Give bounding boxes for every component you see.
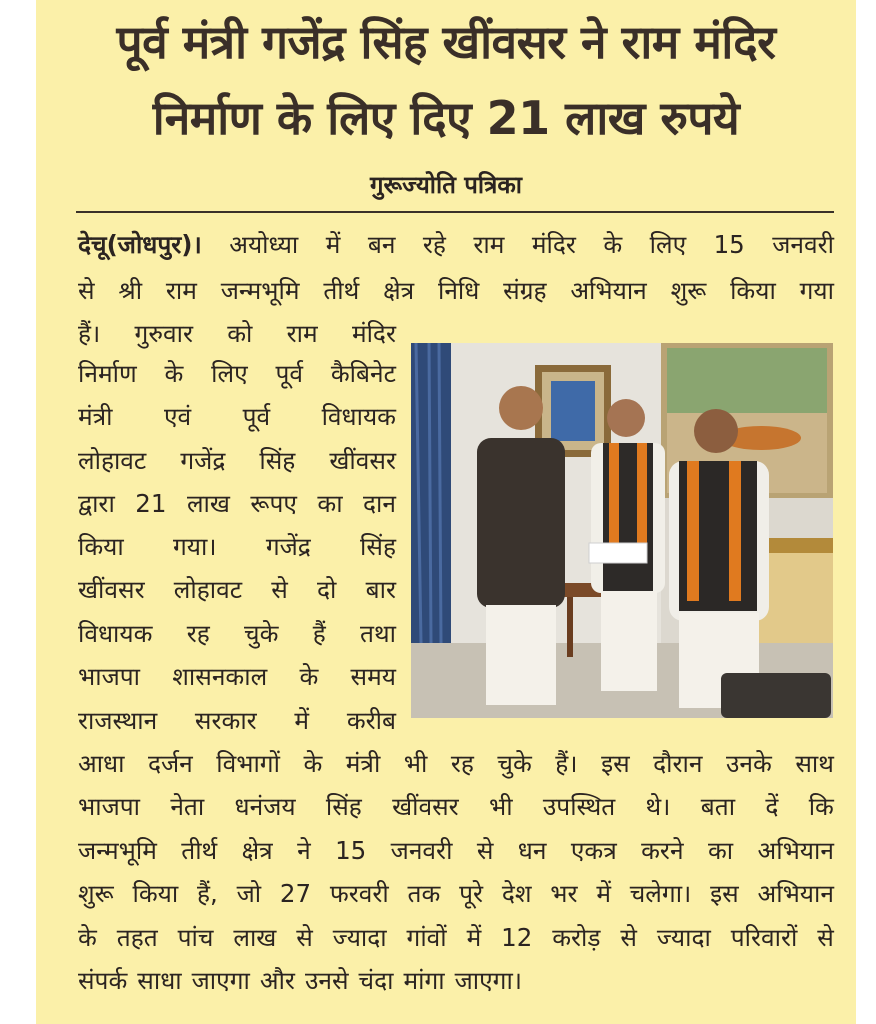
article-word: को <box>227 319 253 348</box>
article-word: मंत्री <box>345 749 381 778</box>
article-word: तीर्थ <box>181 836 218 865</box>
divider-rule <box>76 211 834 213</box>
article-line <box>78 532 396 562</box>
article-line <box>78 230 834 260</box>
article-word: निधि <box>437 276 480 305</box>
article-word: में <box>596 879 611 908</box>
article-word: उनसे <box>304 966 349 995</box>
article-word: गजेंद्र <box>180 446 226 475</box>
article-word: के <box>164 359 184 388</box>
article-word: पूरे <box>459 879 484 908</box>
article-word: गया। <box>172 532 217 561</box>
article-word: कैबिनेट <box>330 359 396 388</box>
article-line <box>78 836 834 866</box>
article-word: भाजपा <box>78 662 141 691</box>
article-word: उपस्थित <box>542 792 616 821</box>
article-word: सिंह <box>325 792 362 821</box>
article-word: का <box>317 489 343 518</box>
article-word: में <box>466 923 482 952</box>
article-word: विधायक <box>321 402 396 431</box>
article-word: गया <box>799 276 834 305</box>
article-word: राम <box>165 276 197 305</box>
article-word: खींवसर <box>78 575 145 604</box>
article-word: बता <box>700 792 736 821</box>
article-word: के <box>603 230 623 259</box>
article-word: पूर्व <box>242 402 271 431</box>
article-word: लाख <box>233 923 277 952</box>
article-word: लोहावट <box>78 446 147 475</box>
article-word: संग्रह <box>503 276 547 305</box>
article-line <box>78 319 396 349</box>
headline-line-2: निर्माण के लिए दिए 21 लाख रुपये <box>152 91 740 145</box>
article-word: दो <box>317 575 337 604</box>
article-word: अयोध्या <box>229 230 299 259</box>
article-word: में <box>294 706 310 735</box>
article-line <box>78 489 396 519</box>
article-word: हैं। <box>555 749 578 778</box>
article-word: मंत्री <box>78 402 113 431</box>
article-word: 15 <box>713 230 745 259</box>
article-word: भर <box>550 879 578 908</box>
article-line <box>78 923 834 953</box>
article-line <box>78 662 396 692</box>
article-word: भाजपा <box>78 792 141 821</box>
article-word: हैं <box>312 619 326 648</box>
article-word: 12 <box>501 923 533 952</box>
article-word: में <box>325 230 341 259</box>
article-word: चलेगा। <box>629 879 692 908</box>
article-word: सिंह <box>259 446 296 475</box>
article-word: क्षेत्र <box>241 836 273 865</box>
article-word: फरवरी <box>329 879 389 908</box>
article-word: और <box>259 966 295 995</box>
article-word: 27 <box>279 879 312 908</box>
article-word: दौरान <box>653 749 703 778</box>
article-word: खींवसर <box>392 792 459 821</box>
article-word: शुरू <box>78 879 114 908</box>
article-word: 15 <box>335 836 367 865</box>
article-word: रूपए <box>250 489 297 518</box>
article-word: कि <box>808 792 834 821</box>
article-word: गांवों <box>406 923 447 952</box>
article-word: शुरू <box>670 276 707 305</box>
article-word: हैं। <box>78 319 101 348</box>
article-word: के <box>78 923 97 952</box>
article-word: करने <box>641 836 684 865</box>
article-word: किया <box>78 532 124 561</box>
article-word: दान <box>363 489 396 518</box>
article-word: उनके <box>726 749 772 778</box>
article-line <box>78 792 834 822</box>
article-word: एवं <box>163 402 192 431</box>
article-word: से <box>620 923 637 952</box>
article-word: समय <box>350 662 396 691</box>
article-word: दर्जन <box>147 749 193 778</box>
article-word: साधा <box>137 966 182 995</box>
article-line <box>78 575 396 605</box>
article-word: गुरुवार <box>134 319 193 348</box>
article-word: अभियान <box>757 836 834 865</box>
article-word: क्षेत्र <box>383 276 415 305</box>
article-word: थे। <box>645 792 671 821</box>
article-line <box>78 446 396 476</box>
article-line <box>78 966 834 996</box>
article-word: मंदिर <box>531 230 576 259</box>
article-line <box>78 359 396 389</box>
article-word: का <box>707 836 734 865</box>
article-word: ज्यादा <box>332 923 387 952</box>
article-word: अभियान <box>570 276 647 305</box>
article-word: साथ <box>795 749 834 778</box>
article-word: शासनकाल <box>172 662 268 691</box>
article-word: जनवरी <box>390 836 453 865</box>
article-word: देचू(जोधपुर)। <box>78 230 202 259</box>
article-word: जाएगा <box>191 966 250 995</box>
article-word: भी <box>403 749 428 778</box>
article-word: ने <box>297 836 311 865</box>
article-word: लिए <box>211 359 248 388</box>
article-word: परिवारों <box>730 923 798 952</box>
article-word: बन <box>367 230 396 259</box>
article-word: राम <box>286 319 318 348</box>
article-word: धन <box>517 836 547 865</box>
article-word: के <box>299 662 319 691</box>
article-word: आधा <box>78 749 125 778</box>
article-word: पांच <box>177 923 214 952</box>
headline-line-1: पूर्व मंत्री गजेंद्र सिंह खींवसर ने राम मंदिर <box>116 15 776 69</box>
article-word: रह <box>450 749 474 778</box>
article-word: बार <box>365 575 396 604</box>
article-line <box>78 879 834 909</box>
article-word: लिए <box>649 230 687 259</box>
article-word: भी <box>489 792 513 821</box>
article-word: लाख <box>186 489 230 518</box>
article-line <box>78 276 834 306</box>
article-word: गजेंद्र <box>265 532 311 561</box>
article-word: मांगा <box>403 966 445 995</box>
article-word: द्वारा <box>78 489 115 518</box>
article-word: करीब <box>346 706 396 735</box>
article-word: जाएगा। <box>454 966 523 995</box>
article-word: पूर्व <box>275 359 304 388</box>
article-word: निर्माण <box>78 359 137 388</box>
byline: गुरूज्योति पत्रिका <box>369 171 523 199</box>
article-word: चंदा <box>358 966 394 995</box>
photo-illustration <box>411 343 833 718</box>
article-word: तीर्थ <box>323 276 360 305</box>
article-word: देश <box>501 879 532 908</box>
article-word: से <box>296 923 313 952</box>
article-line <box>78 619 396 649</box>
article-word: तक <box>407 879 441 908</box>
article-line <box>78 706 396 736</box>
article-word: से <box>476 836 494 865</box>
article-word: श्री <box>118 276 143 305</box>
article-word: जन्मभूमि <box>220 276 300 305</box>
article-word: खींवसर <box>329 446 396 475</box>
article-word: सिंह <box>360 532 396 561</box>
article-word: राजस्थान <box>78 706 158 735</box>
article-word: राम <box>473 230 505 259</box>
article-word: लोहावट <box>173 575 243 604</box>
article-line <box>78 402 396 432</box>
article-word: इस <box>601 749 630 778</box>
article-word: करोड़ <box>552 923 601 952</box>
article-word: रहे <box>422 230 446 259</box>
article-word: धनंजय <box>234 792 296 821</box>
article-word: दें <box>765 792 779 821</box>
article-word: ज्यादा <box>656 923 711 952</box>
article-word: हैं, <box>196 879 218 908</box>
article-word: विधायक <box>78 619 153 648</box>
article-word: तहत <box>116 923 158 952</box>
article-word: विभागों <box>216 749 280 778</box>
article-word: जनवरी <box>772 230 834 259</box>
article-word: चुके <box>244 619 279 648</box>
article-word: सरकार <box>194 706 257 735</box>
article-word: जो <box>236 879 262 908</box>
article-word: इस <box>710 879 739 908</box>
article-word: नेता <box>170 792 205 821</box>
article-word: से <box>271 575 288 604</box>
article-word: किया <box>132 879 179 908</box>
article-word: रह <box>186 619 210 648</box>
article-word: तथा <box>360 619 396 648</box>
article-word: मंदिर <box>351 319 396 348</box>
article-word: एकत्र <box>570 836 617 865</box>
article-word: से <box>817 923 834 952</box>
article-word: जन्मभूमि <box>78 836 157 865</box>
article-word: अभियान <box>757 879 834 908</box>
article-word: से <box>78 276 95 305</box>
news-photo <box>411 343 833 718</box>
article-word: किया <box>730 276 776 305</box>
article-word: चुके <box>497 749 532 778</box>
article-word: के <box>303 749 323 778</box>
article-word: 21 <box>135 489 167 518</box>
article-line <box>78 749 834 779</box>
article-word: संपर्क <box>78 966 128 995</box>
